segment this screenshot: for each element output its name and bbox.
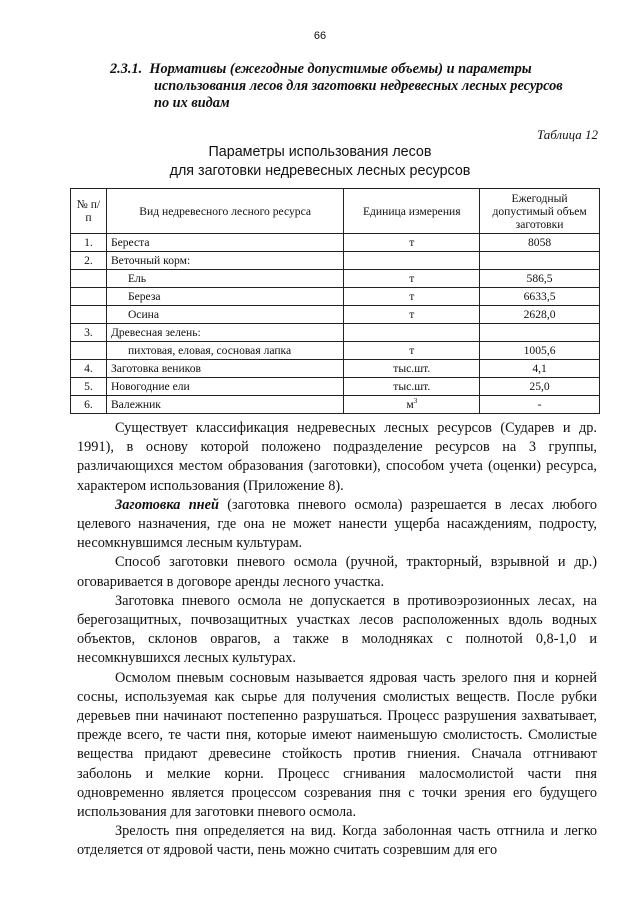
paragraph-restrictions: Заготовка пневого осмола не допускается в противоэрозионных лесах, на берегозащитных, почвозащитных участках лесов расположенных вдоль водных объектов, склонов оврагов, а также в молодняках с полнотой 0,8-1,0 и несомкнувшихся лесных культурах. (77, 592, 597, 667)
row-resource: Осина (106, 306, 343, 324)
row-unit: т (344, 234, 480, 252)
table-row (71, 306, 600, 324)
row-unit (344, 396, 480, 414)
row-value: 586,5 (480, 270, 600, 288)
table-caption (0, 143, 640, 181)
row-unit (344, 324, 480, 342)
row-unit: т (344, 342, 480, 360)
section-title-line-2: использования лесов для заготовки недревесных лесных ресурсов (154, 78, 563, 94)
row-resource: Береста (106, 234, 343, 252)
stump-harvesting-term: Заготовка пней (115, 496, 219, 513)
table-row (71, 288, 600, 306)
row-value: 4,1 (480, 360, 600, 378)
section-title-line-3: по их видам (154, 95, 230, 111)
body-text (77, 419, 597, 861)
paragraph-harvest-method: Способ заготовки пневого осмола (ручной, тракторный, взрывной и др.) оговаривается в договоре аренды лесного участка. (77, 554, 597, 590)
row-unit: т (344, 270, 480, 288)
row-resource: Древесная зелень: (106, 324, 343, 342)
paragraph-classification: Существует классификация недревесных лесных ресурсов (Сударев и др. 1991), в основу которой положено подразделение ресурсов на 3 группы, различающихся местом образования (заготовки), способом учета (оценки) ресурса, характером использования (Приложение 8). (77, 420, 597, 494)
table-caption-line-2: для заготовки недревесных лесных ресурсов (169, 163, 471, 179)
resources-table (70, 188, 600, 414)
row-unit: тыс.шт. (344, 378, 480, 396)
unit-superscript: 3 (413, 397, 418, 406)
table-header-row (71, 189, 600, 234)
table-caption-line-1: Параметры использования лесов (208, 144, 432, 160)
row-value (480, 252, 600, 270)
row-resource: Береза (106, 288, 343, 306)
page-number: 66 (313, 30, 327, 42)
header-annual-volume: Ежегодный допустимый объем заготовки (480, 189, 600, 234)
row-value (480, 324, 600, 342)
table-row (71, 360, 600, 378)
row-value: 1005,6 (480, 342, 600, 360)
table-label: Таблица 12 (536, 127, 598, 142)
row-value: - (480, 396, 600, 414)
section-number: 2.3.1. (110, 61, 143, 77)
table-row (71, 234, 600, 252)
header-unit: Единица измерения (344, 189, 480, 234)
row-resource: Заготовка веников (106, 360, 343, 378)
table-row (71, 324, 600, 342)
row-resource: Валежник (106, 396, 343, 414)
row-number: 5. (71, 378, 107, 396)
section-heading-line-1 (110, 61, 600, 78)
unit-base: м (406, 398, 414, 411)
row-number: 4. (71, 360, 107, 378)
paragraph-pine-resin: Осмолом пневым сосновым называется ядровая часть зрелого пня и корней сосны, используемая как сырье для получения смолистых веществ. После рубки деревьев пни начинают постепенно разрушаться. Процесс разрушения захватывает, прежде всего, те части пня, которые имеют наименьшую смолистость. Смолистые вещества придают древесине стойкость против гниения. Сначала отгнивают заболонь и мелкие корни. Процесс сгнивания малосмолистой части пня одновременно является процессом созревания пня с точки зрения его будущего использования для заготовки пневого осмола. (77, 669, 597, 821)
row-value: 2628,0 (480, 306, 600, 324)
table-row (71, 252, 600, 270)
row-value: 8058 (480, 234, 600, 252)
row-number (71, 270, 107, 288)
table-row (71, 342, 600, 360)
header-resource-type: Вид недревесного лесного ресурса (106, 189, 343, 234)
table-header (71, 189, 600, 234)
section-heading (110, 61, 600, 112)
paragraph-stump-maturity: Зрелость пня определяется на вид. Когда заболонная часть отгнила и легко отделяется от ядровой части, пень можно считать созревшим для его (77, 823, 597, 859)
paragraph-stump-harvesting (77, 496, 597, 554)
row-number: 3. (71, 324, 107, 342)
stump-harvesting-text: (заготовка пневого осмола) разрешается в лесах любого целевого назначения, где она не может нанести ущерба насаждениям, подросту, несомкнувшимся лесным культурам. (77, 496, 598, 552)
table-row (71, 396, 600, 414)
row-number: 1. (71, 234, 107, 252)
section-title-line-1: Нормативы (ежегодные допустимые объемы) и параметры (149, 61, 532, 77)
row-resource: Новогодние ели (106, 378, 343, 396)
table-row (71, 378, 600, 396)
row-resource: пихтовая, еловая, сосновая лапка (106, 342, 343, 360)
header-number: № п/п (71, 189, 107, 234)
row-number: 6. (71, 396, 107, 414)
row-unit: т (344, 288, 480, 306)
row-value: 6633,5 (480, 288, 600, 306)
row-number (71, 306, 107, 324)
table-row (71, 270, 600, 288)
row-number (71, 288, 107, 306)
row-number (71, 342, 107, 360)
row-resource: Ель (106, 270, 343, 288)
row-resource: Веточный корм: (106, 252, 343, 270)
row-number: 2. (71, 252, 107, 270)
row-unit: тыс.шт. (344, 360, 480, 378)
row-value: 25,0 (480, 378, 600, 396)
row-unit (344, 252, 480, 270)
row-unit: т (344, 306, 480, 324)
